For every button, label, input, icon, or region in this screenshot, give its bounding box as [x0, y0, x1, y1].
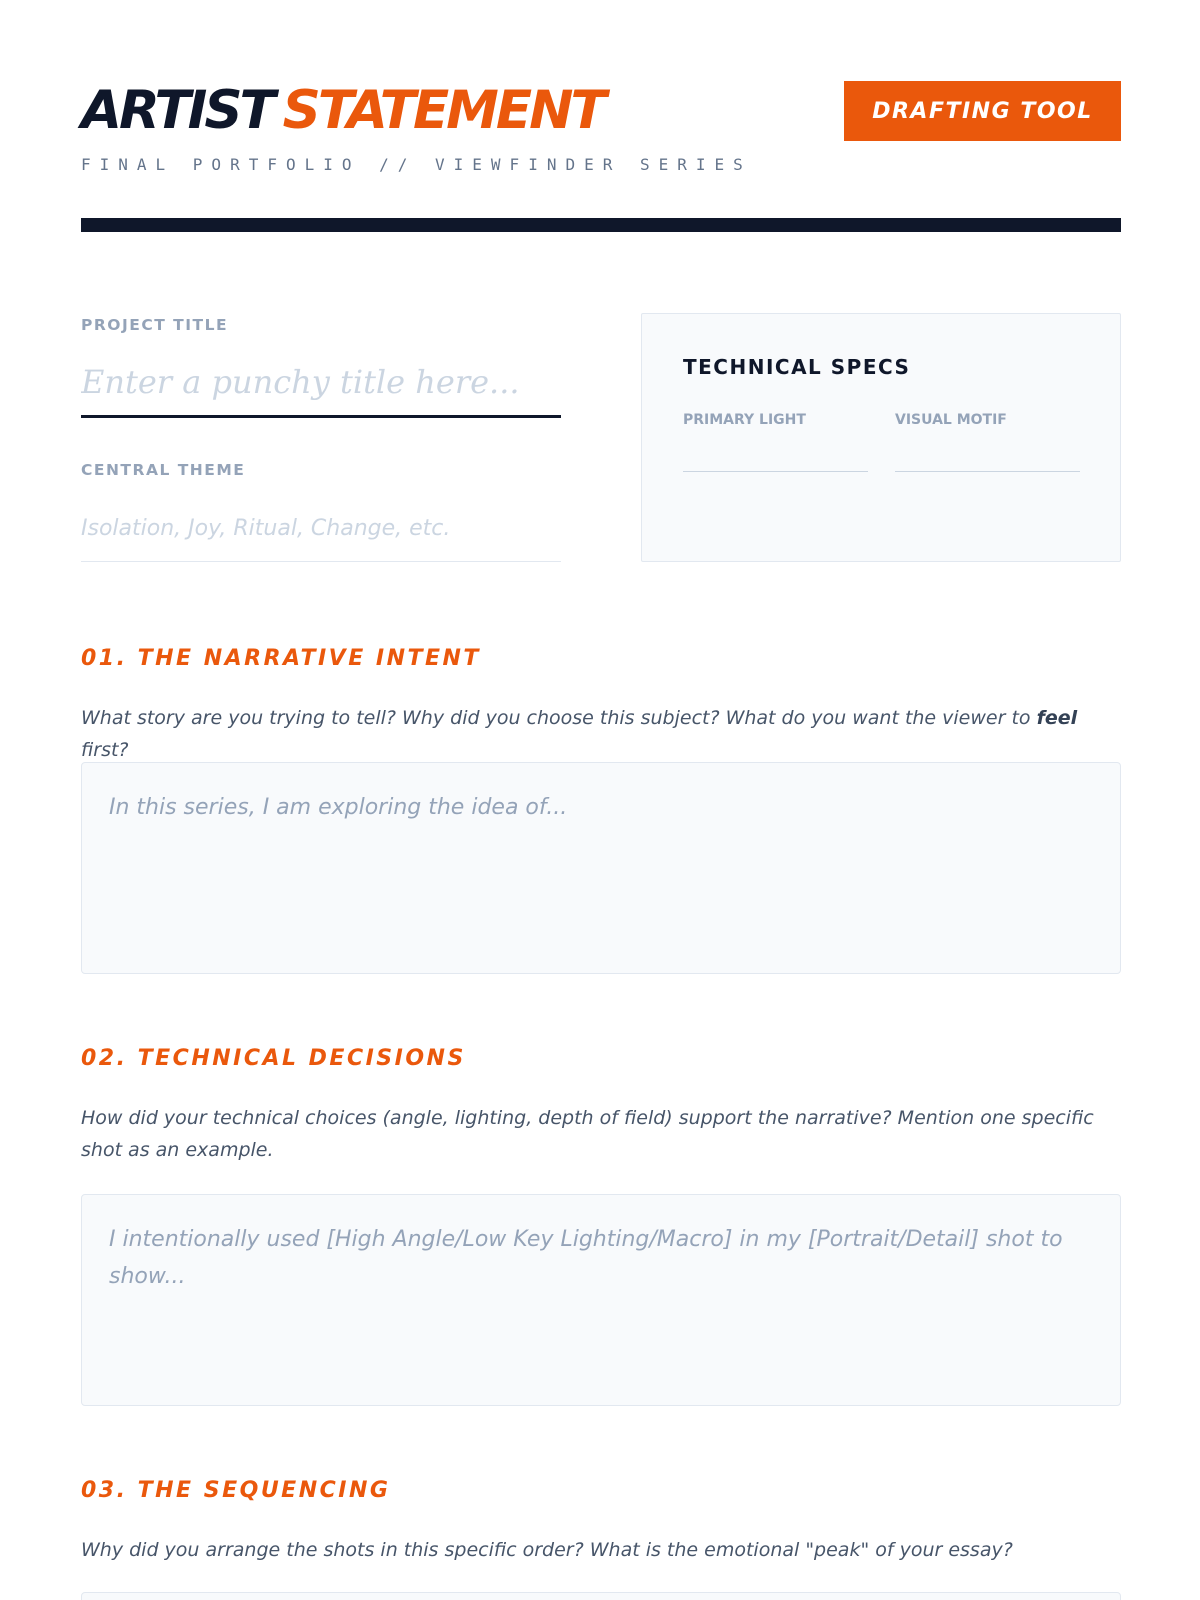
- technical-specs-title: TECHNICAL SPECS: [683, 355, 911, 379]
- page-title: [81, 80, 604, 141]
- section-03-heading: 03. THE SEQUENCING: [81, 1478, 391, 1503]
- section-02-question: How did your technical choices (angle, lighting, depth of field) support the narrative? Mention one specific shot as an example.: [81, 1107, 1094, 1161]
- visual-motif-label: VISUAL MOTIF: [895, 412, 1007, 428]
- drafting-tool-badge: DRAFTING TOOL: [844, 81, 1121, 141]
- primary-light-label: PRIMARY LIGHT: [683, 412, 806, 428]
- central-theme-label: CENTRAL THEME: [81, 461, 246, 479]
- project-title-input[interactable]: [81, 348, 561, 418]
- narrative-intent-textarea[interactable]: [81, 762, 1121, 974]
- technical-decisions-textarea[interactable]: [81, 1194, 1121, 1406]
- section-01-heading: 01. THE NARRATIVE INTENT: [81, 646, 481, 671]
- section-01-question-text: What story are you trying to tell? Why did you choose this subject? What do you want the viewer to: [81, 707, 1037, 729]
- primary-light-input[interactable]: [683, 434, 868, 472]
- central-theme-input[interactable]: [81, 496, 561, 562]
- section-01-question: [81, 702, 1121, 766]
- title-part-accent: STATEMENT: [282, 80, 604, 141]
- section-01-question-emphasis: feel: [1036, 707, 1078, 729]
- visual-motif-input[interactable]: [895, 434, 1080, 472]
- section-01-question-end: first?: [81, 739, 129, 761]
- header-divider: [81, 218, 1121, 232]
- title-part-dark: ARTIST: [81, 80, 273, 141]
- technical-specs-panel: [641, 313, 1121, 562]
- header: [81, 76, 1121, 176]
- page-subtitle: FINAL PORTFOLIO // VIEWFINDER SERIES: [81, 155, 752, 174]
- artist-statement-page: [81, 0, 1121, 1600]
- sequencing-textarea[interactable]: [81, 1592, 1121, 1600]
- project-title-label: PROJECT TITLE: [81, 316, 229, 334]
- section-02-heading: 02. TECHNICAL DECISIONS: [81, 1046, 466, 1071]
- section-03-question: Why did you arrange the shots in this specific order? What is the emotional "peak" of your essay?: [81, 1539, 1013, 1561]
